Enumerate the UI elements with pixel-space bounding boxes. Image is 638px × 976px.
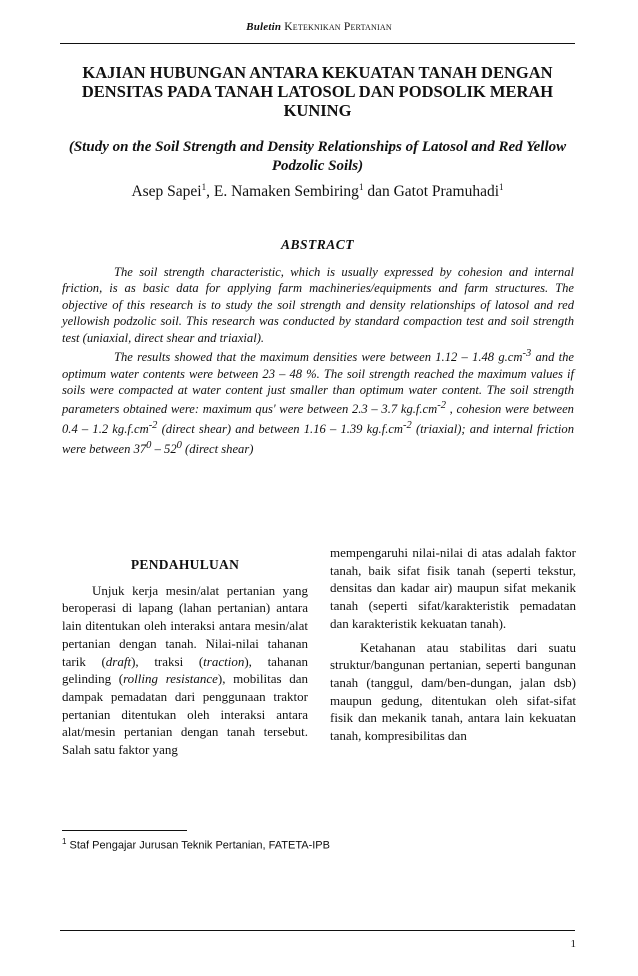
abstract-heading: ABSTRACT	[280, 237, 355, 252]
journal-prefix: Buletin	[246, 21, 282, 33]
affiliation-mark: 1	[201, 182, 207, 192]
header-rule	[60, 43, 575, 44]
left-column	[62, 544, 308, 759]
author-separator: dan	[363, 183, 394, 201]
footnote-text: Staf Pengajar Jurusan Teknik Pertanian, FATETA-IPB	[69, 839, 330, 852]
footer-rule	[60, 930, 575, 931]
right-column	[330, 544, 576, 745]
abstract-paragraph: The soil strength characteristic, which is usually expressed by cohesion and internal friction, is as basic data for applying farm machineries/equipments and farm structures. The objective of this research is to study the soil strength and density relationships of latosol and red yellowish podzolic soil. This research was conducted by standard compaction test and soil strength test (uniaxial, direct shear and triaxial).	[62, 265, 574, 345]
abstract-body	[62, 264, 574, 457]
footnote-rule	[62, 830, 187, 831]
running-header	[0, 21, 638, 33]
author-name: Asep Sapei	[131, 183, 202, 201]
abstract-paragraph: The results showed that the maximum densities were between 1.12 – 1.48 $g.cm^{-3}$ and the optimum water contents were between 23 – 48 %. The soil strength reached the maximum values if soils were compacted at water content just smaller than optimum water content. The soil strength parameters obtained were: maximum qus' were between 2.3 – 3.7 $kg.f.cm^{-2}$ , cohesion were between 0.4 – 1.2 $kg.f.cm^{-2}$ (direct shear) and between 1.16 – 1.39 $kg.f.cm^{-2}$ (triaxial); and internal friction were between $37^0 - 52^0$ (direct shear)	[62, 348, 574, 456]
author-name: Gatot Pramuhadi	[393, 183, 500, 201]
affiliation-mark: 1	[358, 182, 364, 192]
footnote	[62, 837, 574, 852]
affiliation-mark: 1	[499, 182, 504, 192]
article-title: KAJIAN HUBUNGAN ANTARA KEKUATAN TANAH DENGAN DENSITAS PADA TANAH LATOSOL DAN PODSOLIK MERAH KUNING	[81, 63, 554, 120]
author-separator: ,	[206, 183, 214, 201]
article-subtitle: (Study on the Soil Strength and Density Relationships of Latosol and Red Yellow Podzolic Soils)	[68, 139, 567, 174]
body-paragraph: mempengaruhi nilai-nilai di atas adalah faktor tanah, baik sifat fisik tanah (seperti tekstur, densitas dan kadar air) maupun sifat mekanik tanah (seperti sifat/karakteristik pemadatan dan karakteristik kekuatan tanah).	[330, 545, 576, 631]
body-paragraph: Unjuk kerja mesin/alat pertanian yang beroperasi di lapang (lahan pertanian) antara lain ditentukan oleh interaksi antara mesin/alat pertanian dengan tanah. Nilai-nilai tahanan tarik (draft), traksi (traction), tahanan gelinding (rolling resistance), mobilitas dan dampak pemadatan dari penggunaan traktor pertanian ditentukan oleh interaksi antara alat/mesin pertanian dengan tanah tersebut. Salah satu faktor yang	[62, 582, 308, 758]
author-name: E. Namaken Sembiring	[213, 183, 359, 201]
page-number: 1	[570, 938, 576, 950]
body-paragraph: Ketahanan atau stabilitas dari suatu struktur/bangunan pertanian, seperti bangunan tanah (tanggul, dam/ben-dungan, jalan dsb) maupun gedung, ditentukan oleh sifat-sifat fisik dan mekanik tanah, antara lain kekuatan tanah, kompresibilitas dan	[330, 639, 576, 744]
footnote-mark: 1	[62, 837, 67, 846]
section-heading: PENDAHULUAN	[130, 557, 240, 572]
author-line	[60, 182, 575, 201]
journal-name: Keteknikan Pertanian	[284, 21, 392, 33]
